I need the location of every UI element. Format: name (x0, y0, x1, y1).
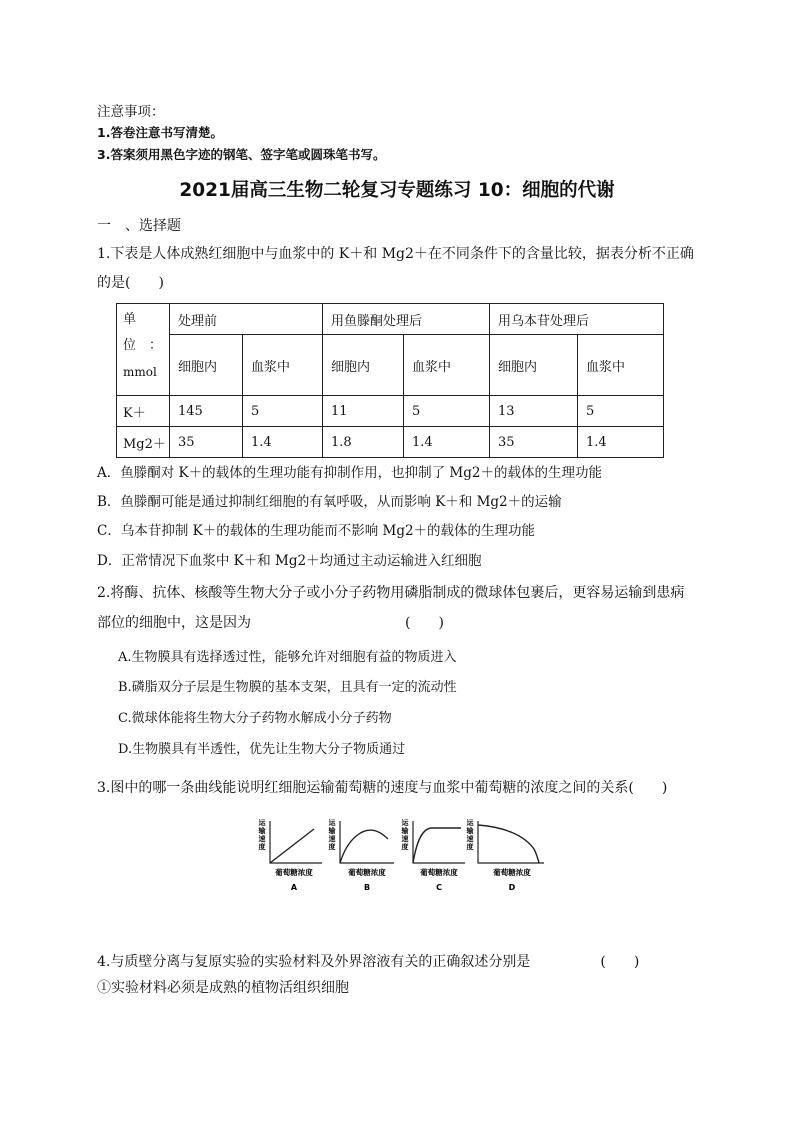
sub-header: 血浆中 (578, 335, 664, 396)
svg-text:运: 运 (466, 819, 474, 827)
svg-text:B: B (363, 883, 371, 892)
svg-text:度: 度 (328, 843, 336, 851)
svg-text:葡萄糖浓度: 葡萄糖浓度 (275, 868, 313, 877)
q4-stem: 4.与质壁分离与复原实验的实验材料及外界溶液有关的正确叙述分别是 ( ) (97, 954, 640, 970)
group-header: 用鱼滕酮处理后 (323, 304, 490, 335)
sub-header: 细胞内 (490, 335, 578, 396)
q2-option-b: B.磷脂双分子层是生物膜的基本支架，且具有一定的流动性 (118, 680, 457, 695)
notice-heading: 注意事项： (97, 104, 165, 120)
svg-text:葡萄糖浓度: 葡萄糖浓度 (493, 868, 531, 877)
curve-panel-d (466, 818, 545, 892)
svg-text:运: 运 (401, 819, 409, 827)
svg-text:输: 输 (466, 827, 474, 835)
svg-text:A: A (290, 883, 298, 892)
q1-option-c: C．乌本苷抑制 K＋的载体的生理功能而不影响 Mg2＋的载体的生理功能 (97, 523, 536, 539)
q3-curves-figure (256, 817, 546, 897)
svg-text:度: 度 (466, 843, 474, 851)
notice-item-2: 3.答案须用黑色字迹的钢笔、签字笔或圆珠笔书写。 (97, 147, 386, 162)
sub-header: 血浆中 (404, 335, 490, 396)
q1-data-table (116, 303, 664, 458)
svg-text:输: 输 (401, 827, 409, 835)
curve-panel-c (401, 818, 466, 892)
svg-text:输: 输 (258, 827, 266, 835)
svg-text:运: 运 (328, 819, 336, 827)
q2-option-c: C.微球体能将生物大分子药物水解成小分子药物 (118, 711, 392, 726)
svg-text:速: 速 (328, 835, 336, 843)
svg-text:度: 度 (258, 843, 266, 851)
curve-panel-b (328, 818, 395, 892)
q2-option-a: A.生物膜具有选择透过性，能够允许对细胞有益的物质进入 (118, 650, 457, 665)
svg-text:输: 输 (328, 827, 336, 835)
svg-text:速: 速 (401, 835, 409, 843)
q1-stem-line2: 的是( ) (97, 275, 164, 291)
svg-text:度: 度 (401, 843, 409, 851)
q3-stem: 3.图中的哪一条曲线能说明红细胞运输葡萄糖的速度与血浆中葡萄糖的浓度之间的关系( ) (97, 780, 668, 796)
curve-panel-a (258, 818, 323, 892)
q1-option-b: B．鱼滕酮可能是通过抑制红细胞的有氧呼吸，从而影响 K＋和 Mg2＋的运输 (97, 494, 562, 510)
q1-option-d: D．正常情况下血浆中 K＋和 Mg2＋均通过主动运输进入红细胞 (97, 553, 482, 569)
svg-text:D: D (508, 883, 516, 892)
table-row: Mg2＋ 35 1.4 1.8 1.4 35 1.4 (117, 427, 664, 458)
svg-text:速: 速 (466, 835, 474, 843)
page-title: 2021届高三生物二轮复习专题练习 10：细胞的代谢 (179, 180, 615, 201)
q2-stem-line2: 部位的细胞中，这是因为 ( ) (97, 615, 444, 631)
q1-option-a: A．鱼滕酮对 K＋的载体的生理功能有抑制作用，也抑制了 Mg2＋的载体的生理功能 (97, 465, 602, 481)
unit-cell: 单 位 ： mmol (117, 304, 170, 396)
q1-stem-line1: 1.下表是人体成熟红细胞中与血浆中的 K＋和 Mg2＋在不同条件下的含量比较，据表分析不正确 (97, 246, 694, 262)
svg-text:C: C (436, 883, 442, 892)
svg-text:速: 速 (258, 835, 266, 843)
sub-header: 血浆中 (243, 335, 323, 396)
notice-item-1: 1.答卷注意书写清楚。 (97, 125, 223, 140)
svg-text:葡萄糖浓度: 葡萄糖浓度 (348, 868, 386, 877)
sub-header: 细胞内 (323, 335, 404, 396)
table-row: K＋ 145 5 11 5 13 5 (117, 396, 664, 427)
q2-stem-line1: 2.将酶、抗体、核酸等生物大分子或小分子药物用磷脂制成的微球体包裹后，更容易运输到患病 (97, 585, 685, 601)
svg-text:葡萄糖浓度: 葡萄糖浓度 (420, 868, 458, 877)
section-heading: 一 、选择题 (97, 218, 181, 234)
q2-option-d: D.生物膜具有半透性，优先让生物大分子物质通过 (118, 742, 406, 757)
sub-header: 细胞内 (170, 335, 243, 396)
group-header: 处理前 (170, 304, 323, 335)
group-header: 用乌本苷处理后 (490, 304, 664, 335)
svg-text:运: 运 (258, 819, 266, 827)
q4-item-1: ①实验材料必须是成熟的植物活组织细胞 (97, 980, 349, 996)
